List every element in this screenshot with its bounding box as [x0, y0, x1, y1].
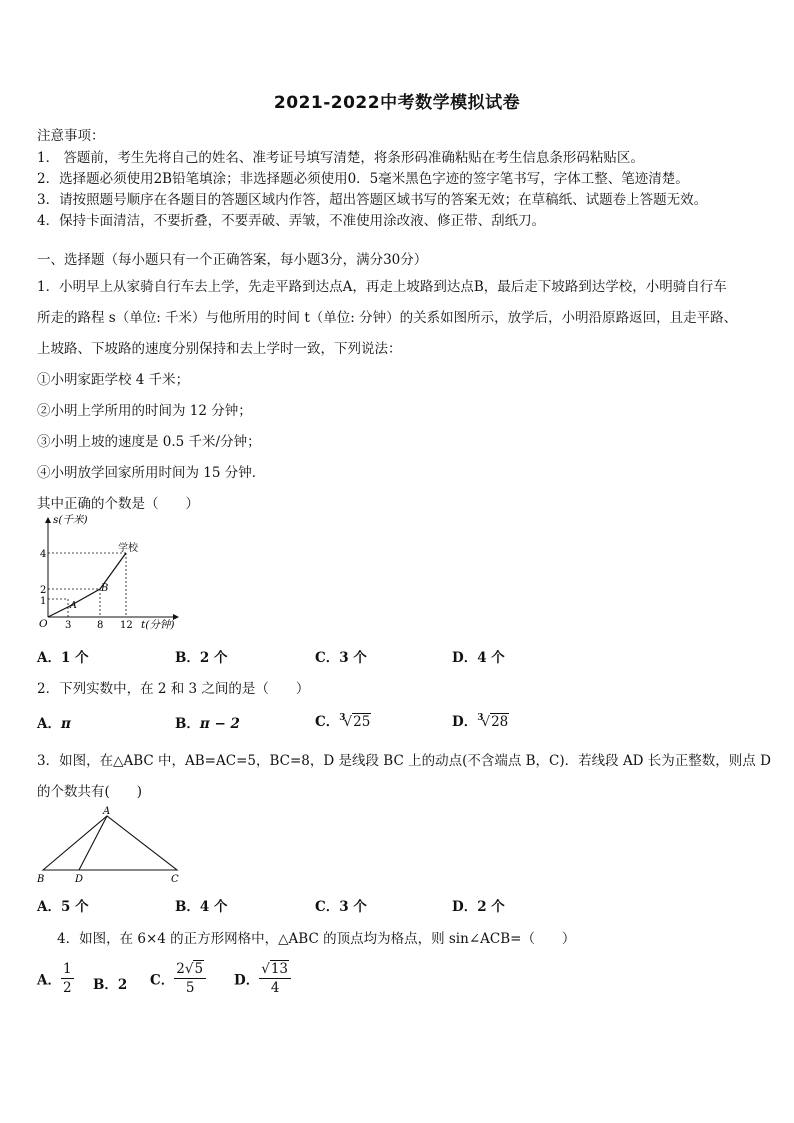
q2-option-a-value: π — [60, 716, 71, 732]
q3-label-b: B — [37, 874, 45, 885]
q1-statement-1: ①小明家距学校 4 千米； — [37, 372, 190, 388]
q4-option-a[interactable] — [37, 960, 74, 997]
section-heading: 一、选择题（每小题只有一个正确答案，每小题3分，满分30分） — [37, 252, 428, 268]
q2-option-b-label: B． — [175, 716, 200, 732]
q1-graph-x-label: t(分钟) — [141, 619, 175, 631]
q2-option-a-label: A． — [37, 716, 61, 732]
q4-option-c-coefficient: 2 — [176, 961, 185, 977]
q1-graph-ytick-1: 1 — [40, 596, 47, 607]
q1-graph-point-a: A — [70, 600, 77, 611]
q1-statement-3: ③小明上坡的速度是 0.5 千米/分钟； — [37, 434, 261, 450]
q1-graph-ytick-4: 4 — [40, 549, 47, 560]
q1-stem-line3: 上坡路、下坡路的速度分别保持和去上学时一致，下列说法： — [37, 341, 402, 357]
q4-option-c[interactable] — [150, 960, 206, 997]
q2-option-c-index: 3 — [339, 713, 346, 723]
q1-option-b[interactable]: B．2 个 — [175, 650, 228, 666]
q1-graph — [36, 510, 186, 635]
q1-stem-line1: 1．小明早上从家骑自行车去上学，先走平路到达点A，再走上坡路到达点B，最后走下坡路到达学校，小明骑自行车 — [37, 279, 727, 295]
q1-option-d[interactable]: D．4 个 — [452, 650, 505, 666]
q4-option-d-denominator: 4 — [270, 980, 280, 996]
q4-option-c-numerator: 2√5 — [174, 960, 206, 979]
q1-stem-line2: 所走的路程 s（单位: 千米）与他所用的时间 t（单位: 分钟）的关系如图所示，放学后，小明沿原路返回，且走平路、 — [37, 310, 738, 326]
q4-stem: 4．如图，在 6×4 的正方形网格中，△ABC 的顶点均为格点，则 sin∠ACB=（ ） — [57, 931, 576, 947]
q2-option-d-index: 3 — [477, 713, 484, 723]
q3-label-c: C — [171, 874, 179, 885]
q3-triangle-figure — [34, 804, 194, 888]
q4-option-d-label: D． — [234, 972, 260, 989]
q4-option-a-denominator: 2 — [62, 980, 72, 996]
q1-graph-point-b: B — [101, 583, 109, 594]
q4-option-d-radicand: 13 — [270, 961, 289, 977]
notice-item-1: 1． 答题前，考生先将自己的姓名、准考证号填写清楚，将条形码准确粘贴在考生信息条形码粘贴区。 — [37, 150, 644, 166]
q2-option-c-label: C． — [315, 714, 340, 730]
q1-graph-school: 学校 — [118, 543, 138, 554]
q3-option-c[interactable]: C．3 个 — [315, 899, 367, 915]
q1-graph-xtick-3: 3 — [65, 620, 72, 631]
q1-graph-xtick-8: 8 — [97, 620, 104, 631]
q3-stem-line2: 的个数共有( ) — [37, 784, 143, 800]
q3-option-a[interactable]: A．5 个 — [37, 899, 89, 915]
notice-heading: 注意事项： — [37, 128, 105, 144]
q1-graph-path — [48, 553, 126, 617]
q2-option-d-label: D． — [452, 714, 478, 730]
q1-option-c[interactable]: C．3 个 — [315, 650, 367, 666]
notice-item-3: 3．请按照题号顺序在各题目的答题区域内作答，超出答题区域书写的答案无效；在草稿纸、试题卷上答题无效。 — [37, 192, 708, 208]
q2-option-c[interactable]: C．$^3$√25 — [315, 713, 371, 730]
q2-option-d-radicand: 28 — [491, 714, 509, 730]
notice-item-4: 4．保持卡面清洁，不要折叠，不要弄破、弄皱，不准使用涂改液、修正带、刮纸刀。 — [37, 213, 546, 229]
q1-statement-4: ④小明放学回家所用时间为 15 分钟． — [37, 465, 266, 481]
q3-label-a: A — [103, 806, 111, 817]
q4-option-d[interactable] — [234, 960, 291, 997]
q2-option-c-radicand: 25 — [353, 714, 371, 730]
q1-option-a[interactable]: A．1 个 — [37, 650, 89, 666]
notice-item-2: 2．选择题必须使用2B铅笔填涂；非选择题必须使用0．5毫米黑色字迹的签字笔书写，字体工整、笔迹清楚。 — [37, 171, 689, 187]
q1-graph-ytick-2: 2 — [40, 585, 47, 596]
q2-stem: 2．下列实数中，在 2 和 3 之间的是（ ） — [37, 681, 310, 697]
q1-graph-xtick-12: 12 — [120, 620, 133, 631]
q4-option-a-label: A． — [37, 972, 61, 989]
q4-option-c-fraction — [174, 960, 206, 997]
q2-option-b-value: π − 2 — [199, 716, 240, 732]
q3-option-d[interactable]: D．2 个 — [452, 899, 505, 915]
q4-option-a-numerator: 1 — [62, 961, 72, 977]
q3-segment-ad — [79, 816, 107, 870]
q1-statement-2: ②小明上学所用的时间为 12 分钟； — [37, 403, 252, 419]
q3-triangle-abc — [43, 816, 177, 870]
q1-ask: 其中正确的个数是（ ） — [37, 496, 199, 512]
q4-option-c-radicand: 5 — [194, 961, 204, 977]
exam-title: 2021-2022中考数学模拟试卷 — [273, 93, 521, 113]
q3-option-b[interactable]: B．4 个 — [175, 899, 228, 915]
q2-option-b[interactable] — [175, 712, 240, 732]
q4-option-d-fraction — [259, 960, 291, 997]
q4-option-d-numerator: √13 — [259, 960, 291, 979]
q3-label-d: D — [75, 874, 84, 885]
q3-stem-line1: 3．如图，在△ABC 中，AB=AC=5，BC=8，D 是线段 BC 上的动点(不含端点 B，C)．若线段 AD 长为正整数，则点 D — [37, 753, 771, 769]
q1-graph-origin: O — [39, 618, 48, 630]
q1-graph-y-label: s(千米) — [53, 514, 88, 526]
q4-option-b[interactable]: B．2 — [93, 977, 128, 993]
q2-option-d[interactable]: D．$^3$√28 — [452, 713, 509, 730]
q4-option-a-fraction — [61, 960, 74, 997]
q4-option-c-denominator: 5 — [185, 980, 195, 996]
q4-option-c-label: C． — [150, 972, 175, 989]
q2-option-a[interactable] — [37, 712, 71, 732]
